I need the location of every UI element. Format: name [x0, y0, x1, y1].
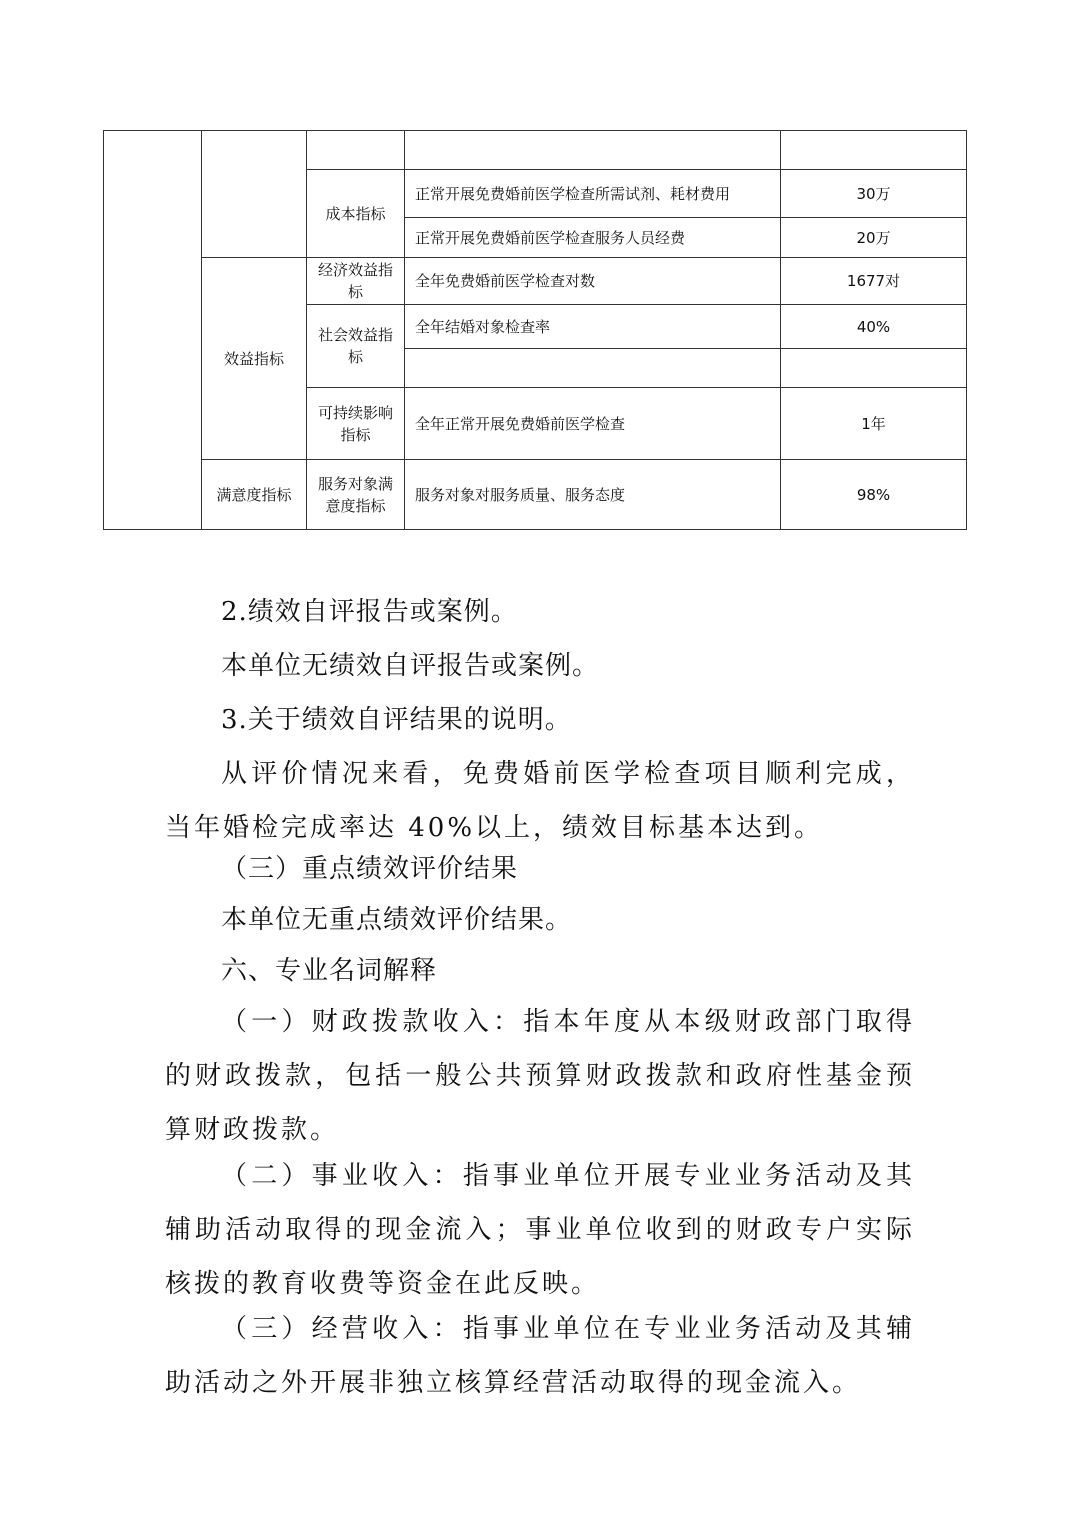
table-cell-content: 全年免费婚前医学检查对数	[405, 258, 781, 305]
table-cell-content: 全年正常开展免费婚前医学检查	[405, 388, 781, 460]
table-cell-value: 1677对	[781, 258, 967, 305]
table-cell	[405, 349, 781, 388]
table-cell-value: 20万	[781, 218, 967, 258]
table-cell-content: 正常开展免费婚前医学检查所需试剂、耗材费用	[405, 170, 781, 218]
table-cell-category: 经济效益指标	[307, 258, 405, 305]
section-heading: 3.关于绩效自评结果的说明。	[221, 705, 572, 735]
section-paragraph: 本单位无重点绩效评价结果。	[221, 905, 573, 935]
category-line: 指标	[340, 425, 371, 444]
table-cell-group: 效益指标	[202, 258, 307, 460]
category-line: 可持续影响	[317, 403, 393, 422]
table-cell	[307, 131, 405, 170]
section-paragraph: 从评价情况来看，免费婚前医学检查项目顺利完成，当年婚检完成率达 40%以上，绩效目标基本达到。	[165, 759, 915, 843]
section-heading: （三）重点绩效评价结果	[221, 854, 519, 884]
table-cell	[405, 131, 781, 170]
table-cell-category: 社会效益指标	[307, 305, 405, 388]
term-definition: （一）财政拨款收入：指本年度从本级财政部门取得的财政拨款，包括一般公共预算财政拨款和政府性基金预算财政拨款。	[165, 1007, 915, 1145]
table-cell-value: 30万	[781, 170, 967, 218]
section-paragraph: 本单位无绩效自评报告或案例。	[221, 651, 600, 681]
table-cell-value: 1年	[781, 388, 967, 460]
table-row	[104, 460, 967, 530]
table-cell-category: 成本指标	[307, 170, 405, 258]
table-row	[104, 258, 967, 305]
table-cell	[781, 131, 967, 170]
table-cell-category: 服务对象满意度指标	[307, 460, 405, 530]
table-cell-value: 98%	[781, 460, 967, 530]
term-definition: （二）事业收入：指事业单位开展专业业务活动及其辅助活动取得的现金流入；事业单位收到的财政专户实际核拨的教育收费等资金在此反映。	[165, 1161, 915, 1299]
performance-indicator-table	[103, 130, 967, 530]
table-cell-level1	[104, 131, 202, 530]
table-cell-content: 服务对象对服务质量、服务态度	[405, 460, 781, 530]
table-row	[104, 131, 967, 170]
table-cell-level2	[202, 131, 307, 258]
section-heading: 2.绩效自评报告或案例。	[221, 597, 518, 627]
table-cell-group: 满意度指标	[202, 460, 307, 530]
term-definition: （三）经营收入：指事业单位在专业业务活动及其辅助活动之外开展非独立核算经营活动取得的现金流入。	[165, 1314, 915, 1398]
table-cell-content: 正常开展免费婚前医学检查服务人员经费	[405, 218, 781, 258]
section-heading: 六、专业名词解释	[221, 956, 438, 986]
table-cell-category	[307, 388, 405, 460]
table-cell-content: 全年结婚对象检查率	[405, 305, 781, 349]
table-cell-value: 40%	[781, 305, 967, 349]
table-cell	[781, 349, 967, 388]
